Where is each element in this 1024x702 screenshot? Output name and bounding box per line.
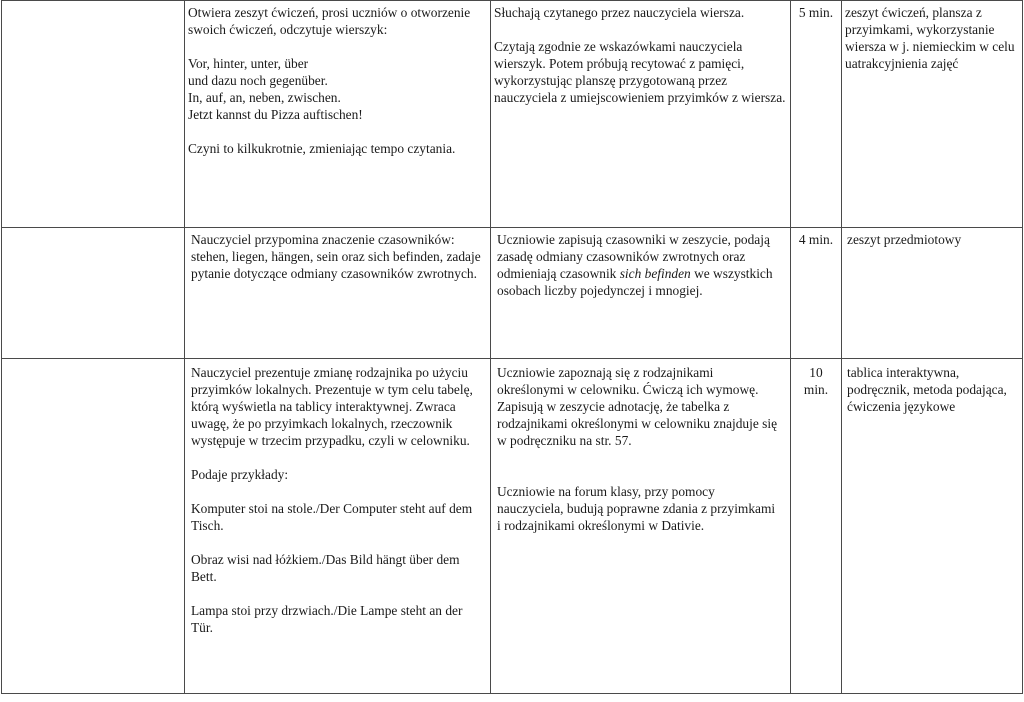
table-row — [2, 359, 1023, 694]
time-cell — [791, 359, 842, 694]
student-activity-text-part: Uczniowie zapisują czasowniki w zeszycie, podają zasadę odmiany czasowników zwrotnych oraz odmieniają czasownik — [497, 232, 774, 281]
student-activity-cell — [491, 1, 791, 228]
table-row — [2, 1, 1023, 228]
table-row — [2, 228, 1023, 359]
teacher-activity-cell — [185, 228, 491, 359]
row-label-cell — [2, 359, 185, 694]
time-cell — [791, 1, 842, 228]
student-activity-text: Słuchają czytanego przez nauczyciela wiersza. Czytają zgodnie ze wskazówkami nauczyciela wierszyk. Potem próbują recytować z pamięci, wykorzystując planszę przygotowaną przez nauczyciela z umiejscowieniem przyimków z wiersza. — [494, 5, 786, 105]
row-label-cell — [2, 1, 185, 228]
materials-cell — [842, 228, 1023, 359]
student-activity-cell — [491, 228, 791, 359]
student-activity-cell — [491, 359, 791, 694]
materials-text: tablica interaktywna, podręcznik, metoda podająca, ćwiczenia językowe — [847, 365, 1011, 414]
time-text: 10 min. — [803, 365, 829, 397]
teacher-activity-cell — [185, 1, 491, 228]
materials-text: zeszyt ćwiczeń, plansza z przyimkami, wykorzystanie wiersza w j. niemieckim w celu uatrakcyjnienia zajęć — [845, 5, 1018, 71]
verb-italic: sich befinden — [619, 266, 691, 281]
materials-text: zeszyt przedmiotowy — [847, 232, 962, 247]
teacher-activity-text: Nauczyciel prezentuje zmianę rodzajnika po użyciu przyimków lokalnych. Prezentuje w tym celu tabelę, którą wyświetla na tablicy interaktywnej. Zwraca uwagę, że po przyimkach lokalnych, rzeczownik występuje w trzecim przypadku, czyli w celowniku. Podaje przykłady: Komputer stoi na stole./Der Computer steht auf dem Tisch. Obraz wisi nad łóżkiem./Das Bild hängt über dem Bett. Lampa stoi przy drzwiach./Die Lampe steht an der Tür. — [191, 365, 473, 635]
teacher-activity-text: Nauczyciel przypomina znaczenie czasowników: stehen, liegen, hängen, sein oraz sich befinden, zadaje pytanie dotyczące odmiany czasowników zwrotnych. — [191, 232, 484, 281]
time-text: 4 min. — [798, 232, 834, 247]
teacher-activity-text: Otwiera zeszyt ćwiczeń, prosi uczniów o otworzenie swoich ćwiczeń, odczytuje wierszyk: Vor, hinter, unter, über und dazu noch gegenüber. In, auf, an, neben, zwischen. Jetzt kannst du Pizza auftischen! Czyni to kilkukrotnie, zmieniając tempo czytania. — [188, 5, 471, 156]
row-label-cell — [2, 228, 185, 359]
materials-cell — [842, 359, 1023, 694]
materials-cell — [842, 1, 1023, 228]
lesson-plan-table — [1, 0, 1023, 694]
student-activity-text: Uczniowie zapoznają się z rodzajnikami określonymi w celowniku. Ćwiczą ich wymowę. Zapisują w zeszycie adnotację, że tabelka z rodzajnikami określonymi w celowniku znajduje się w podręczniku na str. 57. Uczniowie na forum klasy, przy pomocy nauczyciela, budują poprawne zdania z przyimkami i rodzajnikami określonymi w Dativie. — [497, 365, 778, 533]
student-activity-text-part: we wszystkich osobach liczby pojedynczej i mnogiej. — [497, 266, 776, 298]
time-text: 5 min. — [798, 5, 834, 20]
teacher-activity-cell — [185, 359, 491, 694]
time-cell — [791, 228, 842, 359]
student-activity-text — [491, 228, 790, 299]
